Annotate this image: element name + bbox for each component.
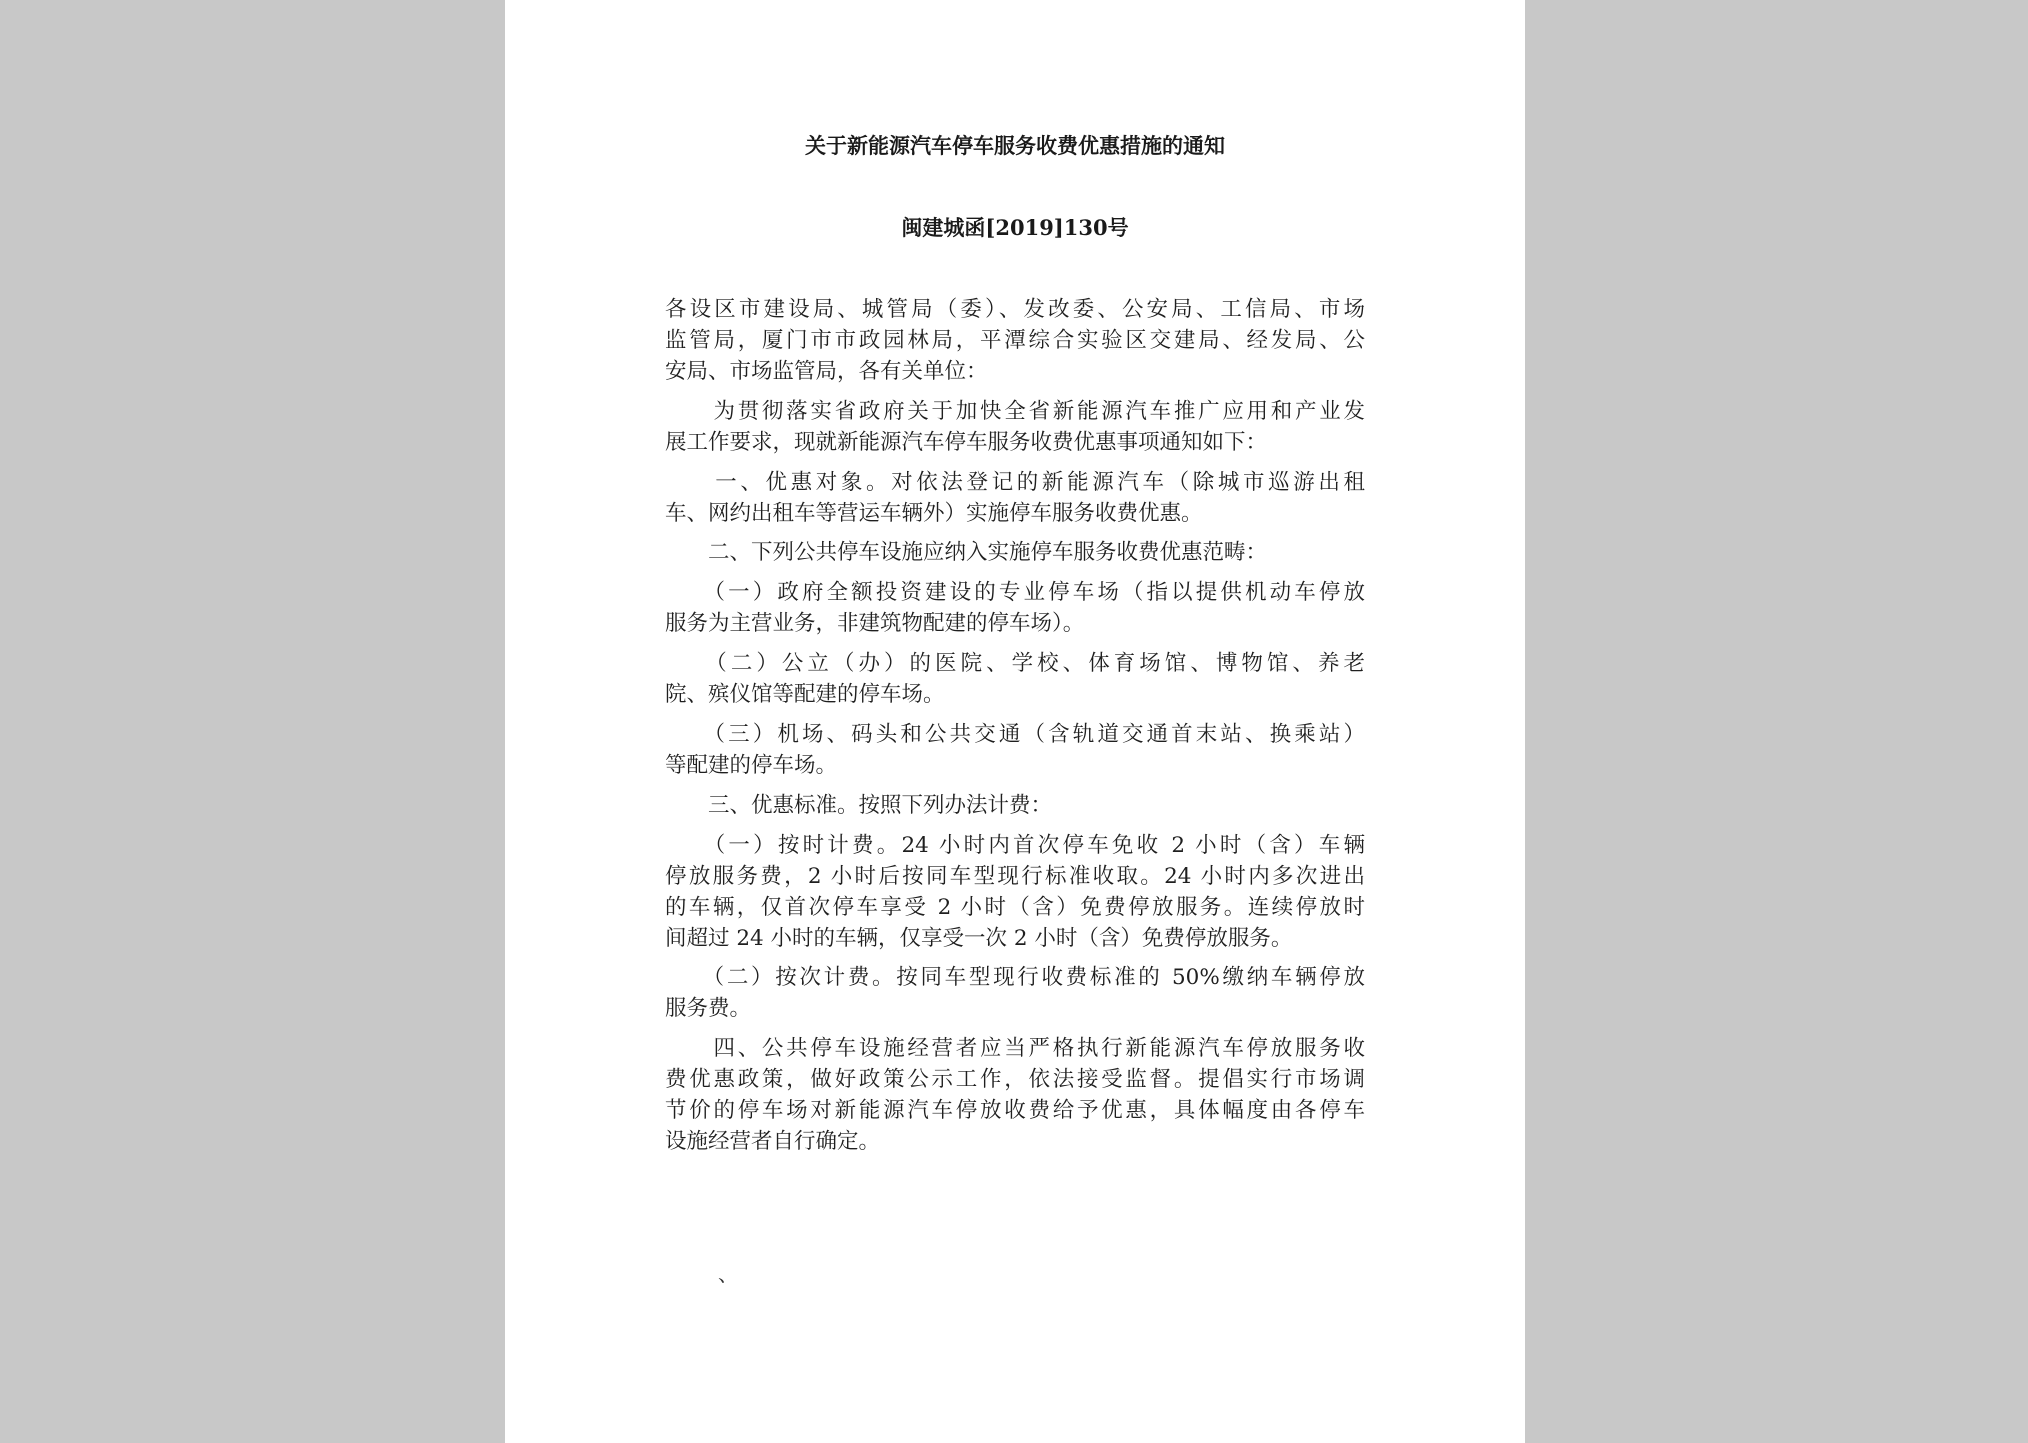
section-2-1-paragraph bbox=[665, 577, 1365, 639]
paragraph-line: 等配建的停车场。 bbox=[665, 753, 838, 778]
document-number: 闽建城函[2019]130号 bbox=[901, 215, 1129, 240]
paragraph-line: （一）政府全额投资建设的专业停车场（指以提供机动车停放 bbox=[665, 580, 1365, 605]
paragraph-line: 各设区市建设局、城管局（委）、发改委、公安局、工信局、市场 bbox=[665, 297, 1365, 322]
paragraph-line: 为贯彻落实省政府关于加快全省新能源汽车推广应用和产业发 bbox=[665, 399, 1365, 424]
paragraph-line: 三、优惠标准。按照下列办法计费： bbox=[665, 793, 1053, 818]
paragraph-line: 节价的停车场对新能源汽车停放收费给予优惠，具体幅度由各停车 bbox=[665, 1098, 1365, 1123]
section-3-2-paragraph bbox=[665, 962, 1365, 1024]
section-2-paragraph bbox=[665, 537, 1365, 568]
section-2-3-paragraph bbox=[665, 719, 1365, 781]
document-page bbox=[505, 0, 1525, 1443]
paragraph-line: 院、殡仪馆等配建的停车场。 bbox=[665, 682, 945, 707]
intro-paragraph bbox=[665, 396, 1365, 458]
section-4-paragraph bbox=[665, 1033, 1365, 1157]
paragraph-line: 安局、市场监管局，各有关单位： bbox=[665, 359, 988, 384]
section-1-paragraph bbox=[665, 467, 1365, 529]
paragraph-line: 设施经营者自行确定。 bbox=[665, 1129, 881, 1154]
paragraph-line: 间超过 24 小时的车辆，仅享受一次 2 小时（含）免费停放服务。 bbox=[665, 926, 1293, 951]
paragraph-line: （三）机场、码头和公共交通（含轨道交通首末站、换乘站） bbox=[665, 722, 1365, 747]
paragraph-line: 停放服务费，2 小时后按同车型现行标准收取。24 小时内多次进出 bbox=[665, 864, 1365, 889]
paragraph-line: 的车辆，仅首次停车享受 2 小时（含）免费停放服务。连续停放时 bbox=[665, 895, 1365, 920]
paragraph-line: （一）按时计费。24 小时内首次停车免收 2 小时（含）车辆 bbox=[665, 833, 1365, 858]
paragraph-line: 车、网约出租车等营运车辆外）实施停车服务收费优惠。 bbox=[665, 501, 1203, 526]
section-3-1-paragraph bbox=[665, 830, 1365, 954]
paragraph-line: 费优惠政策，做好政策公示工作，依法接受监督。提倡实行市场调 bbox=[665, 1067, 1365, 1092]
paragraph-line: 展工作要求，现就新能源汽车停车服务收费优惠事项通知如下： bbox=[665, 430, 1268, 455]
paragraph-line: 四、公共停车设施经营者应当严格执行新能源汽车停放服务收 bbox=[665, 1036, 1365, 1061]
paragraph-line: （二）公立（办）的医院、学校、体育场馆、博物馆、养老 bbox=[665, 651, 1365, 676]
document-title: 关于新能源汽车停车服务收费优惠措施的通知 bbox=[805, 133, 1225, 158]
paragraph-line: 服务费。 bbox=[665, 996, 752, 1021]
paragraph-line: 服务为主营业务，非建筑物配建的停车场）。 bbox=[665, 611, 1085, 636]
paragraph-line: 二、下列公共停车设施应纳入实施停车服务收费优惠范畴： bbox=[665, 540, 1268, 565]
paragraph-line: 监管局，厦门市市政园林局，平潭综合实验区交建局、经发局、公 bbox=[665, 328, 1365, 353]
paragraph-line: 一、优惠对象。对依法登记的新能源汽车（除城市巡游出租 bbox=[665, 470, 1365, 495]
paragraph-line: （二）按次计费。按同车型现行收费标准的 50%缴纳车辆停放 bbox=[665, 965, 1365, 990]
section-3-paragraph bbox=[665, 790, 1365, 821]
section-2-2-paragraph bbox=[665, 648, 1365, 710]
trailing-mark: 、 bbox=[718, 1262, 738, 1286]
addressee-paragraph bbox=[665, 294, 1365, 387]
